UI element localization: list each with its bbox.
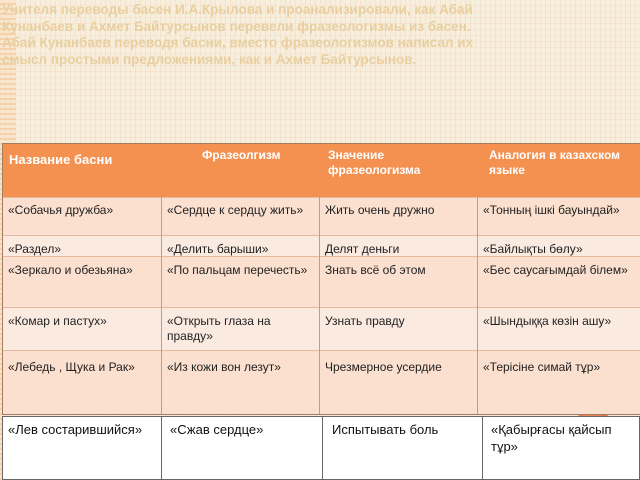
table-cell: Жить очень дружно	[325, 203, 435, 217]
header-fable-name	[3, 144, 161, 197]
header-meaning	[320, 144, 477, 197]
table-cell: Знать всё об этом	[325, 263, 426, 277]
table-cell: «Бес саусағымдай білем»	[483, 263, 628, 277]
table-cell: «Зеркало и обезьяна»	[8, 263, 133, 277]
table-cell: «По пальцам перечесть»	[167, 263, 308, 277]
table-cell: «Комар и пастух»	[8, 314, 107, 328]
header-text: Фразеолгизм	[202, 148, 281, 162]
row-divider	[3, 307, 640, 308]
header-kazakh-analog	[478, 144, 640, 197]
table-cell: «Қабырғасы қайсып тұр»	[491, 422, 612, 454]
table-cell: «Раздел»	[8, 242, 62, 256]
table-cell: «Лебедь , Щука и Рак»	[8, 360, 135, 374]
table-cell: «Сжав сердце»	[162, 417, 323, 480]
intro-line: Учителя переводы басен И.А.Крылова и проанализировали, как Абай	[2, 2, 473, 17]
table-cell: Испытывать боль	[323, 417, 483, 480]
table-cell: «Лев состарившийся»	[3, 417, 162, 480]
phraseology-table	[2, 143, 640, 415]
header-phraseologism	[162, 144, 319, 197]
table-cell: «Шындыққа көзін ашу»	[483, 314, 612, 328]
table-cell: «Сердце к сердцу жить»	[167, 203, 304, 217]
table-cell: Чрезмерное усердие	[325, 360, 442, 374]
table-cell: Узнать правду	[325, 314, 405, 328]
header-text: Значение фразеологизма	[328, 148, 421, 177]
table-cell: «Терісіне симай тұр»	[483, 360, 601, 374]
table-cell: «Из кожи вон лезут»	[167, 360, 281, 374]
intro-line: смысл простыми предложениями, как и Ахмет Байтурсынов.	[2, 51, 417, 67]
table-cell: «Байлықты бөлу»	[483, 242, 583, 256]
table-cell: «Тонның ішкі бауындай»	[483, 203, 620, 217]
table-cell: «Собачья дружба»	[8, 203, 114, 217]
header-text: Аналогия в казахском языке	[489, 148, 621, 177]
table-cell: Делят деньги	[325, 242, 400, 256]
intro-line: Абай Кунанбаев переводя басни, вместо фразеологизмов написал их	[2, 35, 474, 50]
row-divider	[3, 235, 640, 236]
row-divider	[3, 350, 640, 351]
overlay-table-row	[2, 416, 640, 480]
table-cell: «Делить барыши»	[167, 242, 269, 256]
table-cell: «Открыть глаза на правду»	[167, 314, 271, 343]
faded-intro-text	[0, 2, 640, 68]
intro-line: Кунанбаев и Ахмет Байтурсынов перевели фразеологизмы из басен.	[2, 18, 471, 34]
row-divider	[3, 197, 640, 198]
header-text: Название басни	[9, 152, 113, 167]
